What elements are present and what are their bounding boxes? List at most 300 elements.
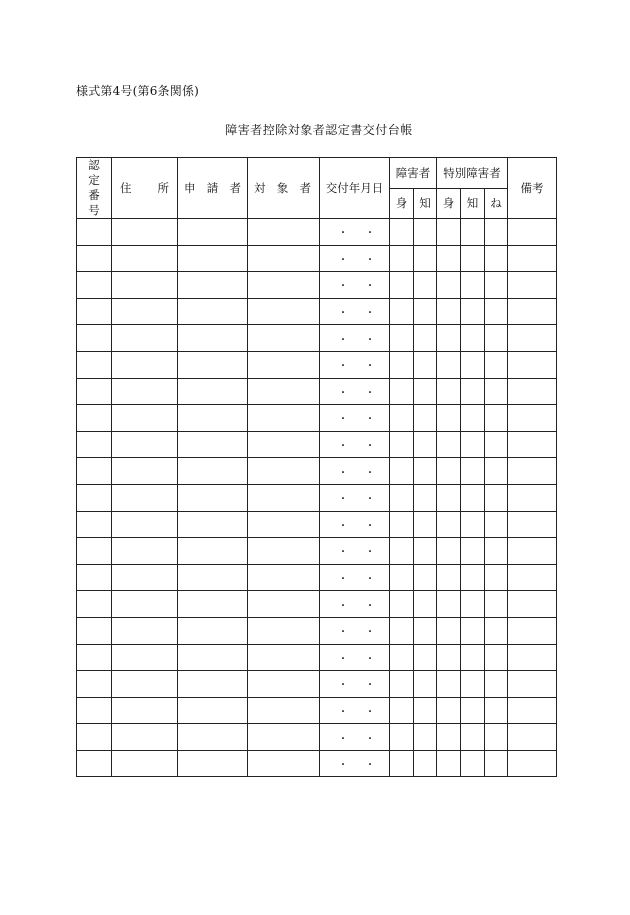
special-bedridden-cell[interactable] [485, 724, 508, 751]
date-dot: ・ [365, 547, 375, 559]
date-dot: ・ [338, 361, 348, 373]
applicant-cell[interactable] [178, 484, 248, 511]
header-address-char-1: 住 [120, 181, 132, 195]
special-physical-cell[interactable] [437, 750, 461, 777]
special-intellectual-cell[interactable] [461, 617, 485, 644]
disabled-intellectual-cell[interactable] [414, 750, 437, 777]
table-row [77, 538, 557, 565]
cert-number-cell[interactable] [77, 298, 112, 325]
date-dot: ・ [365, 281, 375, 293]
special-bedridden-cell[interactable] [485, 405, 508, 432]
cert-number-cell[interactable] [77, 458, 112, 485]
disabled-physical-cell[interactable] [390, 298, 414, 325]
date-dot: ・ [338, 387, 348, 399]
special-physical-cell[interactable] [437, 591, 461, 618]
issue-date-cell[interactable] [320, 591, 390, 618]
table-row [77, 591, 557, 618]
special-physical-cell[interactable] [437, 351, 461, 378]
remarks-cell[interactable] [508, 538, 557, 565]
special-physical-cell[interactable] [437, 245, 461, 272]
issue-date-cell[interactable] [320, 617, 390, 644]
disabled-physical-cell[interactable] [390, 458, 414, 485]
issue-date-cell[interactable] [320, 219, 390, 246]
disabled-physical-cell[interactable] [390, 219, 414, 246]
disabled-intellectual-cell[interactable] [414, 564, 437, 591]
disabled-physical-cell[interactable] [390, 511, 414, 538]
cert-number-cell[interactable] [77, 564, 112, 591]
disabled-intellectual-cell[interactable] [414, 671, 437, 698]
subject-cell[interactable] [248, 298, 320, 325]
applicant-cell[interactable] [178, 458, 248, 485]
remarks-cell[interactable] [508, 325, 557, 352]
date-dot: ・ [365, 494, 375, 506]
date-separators [320, 464, 389, 479]
date-separators [320, 357, 389, 372]
special-bedridden-cell[interactable] [485, 564, 508, 591]
date-separators [320, 410, 389, 425]
issue-date-cell[interactable] [320, 564, 390, 591]
table-row [77, 219, 557, 246]
special-bedridden-cell[interactable] [485, 378, 508, 405]
special-physical-cell[interactable] [437, 298, 461, 325]
special-intellectual-cell[interactable] [461, 511, 485, 538]
applicant-cell[interactable] [178, 750, 248, 777]
applicant-cell[interactable] [178, 724, 248, 751]
subject-cell[interactable] [248, 484, 320, 511]
special-physical-cell[interactable] [437, 564, 461, 591]
date-separators [320, 277, 389, 292]
cert-number-cell[interactable] [77, 405, 112, 432]
subject-cell[interactable] [248, 511, 320, 538]
applicant-cell[interactable] [178, 431, 248, 458]
remarks-cell[interactable] [508, 564, 557, 591]
disabled-physical-cell[interactable] [390, 325, 414, 352]
ledger-body [77, 219, 557, 777]
cert-number-cell[interactable] [77, 750, 112, 777]
date-separators [320, 251, 389, 266]
subject-cell[interactable] [248, 431, 320, 458]
special-bedridden-cell[interactable] [485, 697, 508, 724]
subject-cell[interactable] [248, 697, 320, 724]
disabled-physical-cell[interactable] [390, 538, 414, 565]
disabled-physical-cell[interactable] [390, 724, 414, 751]
special-physical-cell[interactable] [437, 644, 461, 671]
header-special-intellectual: 知 [461, 188, 485, 219]
header-cert-number [77, 158, 112, 219]
disabled-physical-cell[interactable] [390, 617, 414, 644]
date-dot: ・ [365, 387, 375, 399]
special-intellectual-cell[interactable] [461, 538, 485, 565]
disabled-intellectual-cell[interactable] [414, 405, 437, 432]
cert-number-cell[interactable] [77, 378, 112, 405]
cert-number-cell[interactable] [77, 697, 112, 724]
address-cell[interactable] [112, 378, 178, 405]
issue-date-cell[interactable] [320, 484, 390, 511]
address-cell[interactable] [112, 431, 178, 458]
remarks-cell[interactable] [508, 591, 557, 618]
special-bedridden-cell[interactable] [485, 484, 508, 511]
remarks-cell[interactable] [508, 484, 557, 511]
special-physical-cell[interactable] [437, 405, 461, 432]
date-separators [320, 756, 389, 771]
address-cell[interactable] [112, 484, 178, 511]
special-bedridden-cell[interactable] [485, 219, 508, 246]
date-dot: ・ [365, 254, 375, 266]
date-dot: ・ [365, 600, 375, 612]
subject-cell[interactable] [248, 617, 320, 644]
disabled-physical-cell[interactable] [390, 484, 414, 511]
disabled-intellectual-cell[interactable] [414, 351, 437, 378]
special-physical-cell[interactable] [437, 617, 461, 644]
disabled-intellectual-cell[interactable] [414, 219, 437, 246]
form-number: 様式第4号(第6条関係) [76, 84, 200, 98]
special-intellectual-cell[interactable] [461, 724, 485, 751]
issue-date-cell[interactable] [320, 351, 390, 378]
applicant-cell[interactable] [178, 378, 248, 405]
table-row [77, 378, 557, 405]
disabled-physical-cell[interactable] [390, 697, 414, 724]
date-dot: ・ [338, 334, 348, 346]
address-cell[interactable] [112, 272, 178, 299]
disabled-intellectual-cell[interactable] [414, 591, 437, 618]
special-intellectual-cell[interactable] [461, 644, 485, 671]
address-cell[interactable] [112, 405, 178, 432]
special-physical-cell[interactable] [437, 697, 461, 724]
disabled-physical-cell[interactable] [390, 750, 414, 777]
issue-date-cell[interactable] [320, 431, 390, 458]
subject-cell[interactable] [248, 351, 320, 378]
special-bedridden-cell[interactable] [485, 617, 508, 644]
address-cell[interactable] [112, 538, 178, 565]
applicant-cell[interactable] [178, 671, 248, 698]
date-dot: ・ [365, 334, 375, 346]
subject-cell[interactable] [248, 325, 320, 352]
address-cell[interactable] [112, 245, 178, 272]
remarks-cell[interactable] [508, 378, 557, 405]
remarks-cell[interactable] [508, 245, 557, 272]
special-physical-cell[interactable] [437, 538, 461, 565]
cert-number-cell[interactable] [77, 272, 112, 299]
issue-date-cell[interactable] [320, 325, 390, 352]
date-dot: ・ [338, 520, 348, 532]
disabled-physical-cell[interactable] [390, 245, 414, 272]
date-dot: ・ [365, 467, 375, 479]
subject-cell[interactable] [248, 644, 320, 671]
date-dot: ・ [338, 574, 348, 586]
disabled-physical-cell[interactable] [390, 378, 414, 405]
applicant-cell[interactable] [178, 511, 248, 538]
table-row [77, 671, 557, 698]
address-cell[interactable] [112, 219, 178, 246]
special-bedridden-cell[interactable] [485, 298, 508, 325]
address-cell[interactable] [112, 697, 178, 724]
disabled-physical-cell[interactable] [390, 272, 414, 299]
subject-cell[interactable] [248, 219, 320, 246]
date-dot: ・ [365, 706, 375, 718]
special-bedridden-cell[interactable] [485, 351, 508, 378]
special-bedridden-cell[interactable] [485, 431, 508, 458]
special-bedridden-cell[interactable] [485, 245, 508, 272]
date-separators [320, 224, 389, 239]
applicant-cell[interactable] [178, 298, 248, 325]
address-cell[interactable] [112, 591, 178, 618]
special-intellectual-cell[interactable] [461, 484, 485, 511]
issue-date-cell[interactable] [320, 298, 390, 325]
address-cell[interactable] [112, 750, 178, 777]
remarks-cell[interactable] [508, 431, 557, 458]
disabled-intellectual-cell[interactable] [414, 378, 437, 405]
date-dot: ・ [365, 361, 375, 373]
table-row [77, 484, 557, 511]
table-row [77, 644, 557, 671]
date-separators [320, 650, 389, 665]
subject-cell[interactable] [248, 458, 320, 485]
issue-date-cell[interactable] [320, 724, 390, 751]
disabled-intellectual-cell[interactable] [414, 484, 437, 511]
remarks-cell[interactable] [508, 219, 557, 246]
special-intellectual-cell[interactable] [461, 245, 485, 272]
special-bedridden-cell[interactable] [485, 671, 508, 698]
special-physical-cell[interactable] [437, 272, 461, 299]
disabled-physical-cell[interactable] [390, 564, 414, 591]
disabled-physical-cell[interactable] [390, 405, 414, 432]
remarks-cell[interactable] [508, 458, 557, 485]
special-intellectual-cell[interactable] [461, 697, 485, 724]
cert-number-cell[interactable] [77, 617, 112, 644]
cert-number-cell[interactable] [77, 245, 112, 272]
issue-date-cell[interactable] [320, 697, 390, 724]
address-cell[interactable] [112, 671, 178, 698]
cert-number-cell[interactable] [77, 591, 112, 618]
date-dot: ・ [365, 414, 375, 426]
remarks-cell[interactable] [508, 617, 557, 644]
subject-cell[interactable] [248, 724, 320, 751]
disabled-physical-cell[interactable] [390, 671, 414, 698]
cert-number-cell[interactable] [77, 484, 112, 511]
special-intellectual-cell[interactable] [461, 564, 485, 591]
special-bedridden-cell[interactable] [485, 591, 508, 618]
address-cell[interactable] [112, 724, 178, 751]
applicant-cell[interactable] [178, 617, 248, 644]
issue-date-cell[interactable] [320, 511, 390, 538]
cert-number-cell[interactable] [77, 219, 112, 246]
date-dot: ・ [338, 467, 348, 479]
disabled-intellectual-cell[interactable] [414, 644, 437, 671]
disabled-intellectual-cell[interactable] [414, 511, 437, 538]
date-dot: ・ [365, 627, 375, 639]
subject-cell[interactable] [248, 405, 320, 432]
special-physical-cell[interactable] [437, 219, 461, 246]
cert-number-cell[interactable] [77, 724, 112, 751]
date-separators [320, 597, 389, 612]
cert-number-cell[interactable] [77, 325, 112, 352]
special-intellectual-cell[interactable] [461, 298, 485, 325]
remarks-cell[interactable] [508, 671, 557, 698]
special-intellectual-cell[interactable] [461, 219, 485, 246]
special-physical-cell[interactable] [437, 431, 461, 458]
applicant-cell[interactable] [178, 245, 248, 272]
header-applicant [178, 158, 248, 219]
issue-date-cell[interactable] [320, 750, 390, 777]
special-physical-cell[interactable] [437, 378, 461, 405]
subject-cell[interactable] [248, 272, 320, 299]
address-cell[interactable] [112, 564, 178, 591]
cert-number-cell[interactable] [77, 351, 112, 378]
special-physical-cell[interactable] [437, 511, 461, 538]
remarks-cell[interactable] [508, 298, 557, 325]
remarks-cell[interactable] [508, 272, 557, 299]
special-intellectual-cell[interactable] [461, 405, 485, 432]
special-bedridden-cell[interactable] [485, 325, 508, 352]
special-intellectual-cell[interactable] [461, 378, 485, 405]
address-cell[interactable] [112, 644, 178, 671]
special-intellectual-cell[interactable] [461, 325, 485, 352]
applicant-cell[interactable] [178, 697, 248, 724]
issue-date-cell[interactable] [320, 245, 390, 272]
remarks-cell[interactable] [508, 724, 557, 751]
address-cell[interactable] [112, 511, 178, 538]
subject-cell[interactable] [248, 378, 320, 405]
special-bedridden-cell[interactable] [485, 511, 508, 538]
special-intellectual-cell[interactable] [461, 458, 485, 485]
date-dot: ・ [338, 494, 348, 506]
date-dot: ・ [365, 308, 375, 320]
applicant-cell[interactable] [178, 405, 248, 432]
remarks-cell[interactable] [508, 750, 557, 777]
header-cert-number-label: 認定番号 [88, 158, 100, 217]
disabled-intellectual-cell[interactable] [414, 458, 437, 485]
special-bedridden-cell[interactable] [485, 644, 508, 671]
cert-number-cell[interactable] [77, 538, 112, 565]
special-bedridden-cell[interactable] [485, 538, 508, 565]
disabled-intellectual-cell[interactable] [414, 431, 437, 458]
special-physical-cell[interactable] [437, 724, 461, 751]
disabled-intellectual-cell[interactable] [414, 697, 437, 724]
special-physical-cell[interactable] [437, 325, 461, 352]
issue-date-cell[interactable] [320, 538, 390, 565]
issue-date-cell[interactable] [320, 272, 390, 299]
applicant-cell[interactable] [178, 564, 248, 591]
special-physical-cell[interactable] [437, 671, 461, 698]
special-intellectual-cell[interactable] [461, 591, 485, 618]
issue-date-cell[interactable] [320, 644, 390, 671]
header-special-bedridden: ね [485, 188, 508, 219]
document-title: 障害者控除対象者認定書交付台帳 [225, 123, 413, 137]
special-intellectual-cell[interactable] [461, 431, 485, 458]
issue-date-cell[interactable] [320, 378, 390, 405]
disabled-intellectual-cell[interactable] [414, 298, 437, 325]
address-cell[interactable] [112, 298, 178, 325]
applicant-cell[interactable] [178, 644, 248, 671]
header-remarks: 備考 [508, 158, 557, 219]
subject-cell[interactable] [248, 538, 320, 565]
cert-number-cell[interactable] [77, 671, 112, 698]
special-bedridden-cell[interactable] [485, 272, 508, 299]
disabled-physical-cell[interactable] [390, 351, 414, 378]
special-bedridden-cell[interactable] [485, 750, 508, 777]
special-physical-cell[interactable] [437, 484, 461, 511]
special-intellectual-cell[interactable] [461, 351, 485, 378]
header-disabled-physical: 身 [390, 188, 414, 219]
date-dot: ・ [338, 414, 348, 426]
date-dot: ・ [365, 760, 375, 772]
date-dot: ・ [365, 680, 375, 692]
applicant-cell[interactable] [178, 272, 248, 299]
special-bedridden-cell[interactable] [485, 458, 508, 485]
applicant-cell[interactable] [178, 591, 248, 618]
cert-number-cell[interactable] [77, 644, 112, 671]
header-applicant-char-2: 請 [206, 181, 219, 195]
address-cell[interactable] [112, 458, 178, 485]
date-dot: ・ [365, 653, 375, 665]
subject-cell[interactable] [248, 564, 320, 591]
header-subject-char-1: 対 [254, 181, 266, 195]
remarks-cell[interactable] [508, 511, 557, 538]
disabled-physical-cell[interactable] [390, 591, 414, 618]
applicant-cell[interactable] [178, 325, 248, 352]
subject-cell[interactable] [248, 591, 320, 618]
special-intellectual-cell[interactable] [461, 750, 485, 777]
address-cell[interactable] [112, 617, 178, 644]
table-row [77, 617, 557, 644]
date-separators [320, 304, 389, 319]
disabled-intellectual-cell[interactable] [414, 538, 437, 565]
applicant-cell[interactable] [178, 538, 248, 565]
date-dot: ・ [365, 733, 375, 745]
special-intellectual-cell[interactable] [461, 272, 485, 299]
applicant-cell[interactable] [178, 351, 248, 378]
disabled-intellectual-cell[interactable] [414, 245, 437, 272]
remarks-cell[interactable] [508, 405, 557, 432]
subject-cell[interactable] [248, 750, 320, 777]
date-dot: ・ [338, 733, 348, 745]
date-dot: ・ [338, 706, 348, 718]
remarks-cell[interactable] [508, 351, 557, 378]
address-cell[interactable] [112, 351, 178, 378]
table-row [77, 272, 557, 299]
date-separators [320, 570, 389, 585]
date-dot: ・ [338, 441, 348, 453]
disabled-intellectual-cell[interactable] [414, 617, 437, 644]
special-intellectual-cell[interactable] [461, 671, 485, 698]
date-separators [320, 730, 389, 745]
disabled-physical-cell[interactable] [390, 644, 414, 671]
issue-date-cell[interactable] [320, 405, 390, 432]
header-subject-char-3: 者 [299, 181, 311, 195]
table-row [77, 245, 557, 272]
applicant-cell[interactable] [178, 219, 248, 246]
subject-cell[interactable] [248, 245, 320, 272]
date-dot: ・ [338, 653, 348, 665]
header-disabled-intellectual: 知 [414, 188, 437, 219]
address-cell[interactable] [112, 325, 178, 352]
remarks-cell[interactable] [508, 644, 557, 671]
special-physical-cell[interactable] [437, 458, 461, 485]
issue-date-cell[interactable] [320, 458, 390, 485]
date-dot: ・ [365, 520, 375, 532]
disabled-intellectual-cell[interactable] [414, 272, 437, 299]
table-row [77, 298, 557, 325]
issue-date-cell[interactable] [320, 671, 390, 698]
disabled-physical-cell[interactable] [390, 431, 414, 458]
remarks-cell[interactable] [508, 697, 557, 724]
disabled-intellectual-cell[interactable] [414, 325, 437, 352]
cert-number-cell[interactable] [77, 431, 112, 458]
table-row [77, 351, 557, 378]
disabled-intellectual-cell[interactable] [414, 724, 437, 751]
cert-number-cell[interactable] [77, 511, 112, 538]
subject-cell[interactable] [248, 671, 320, 698]
